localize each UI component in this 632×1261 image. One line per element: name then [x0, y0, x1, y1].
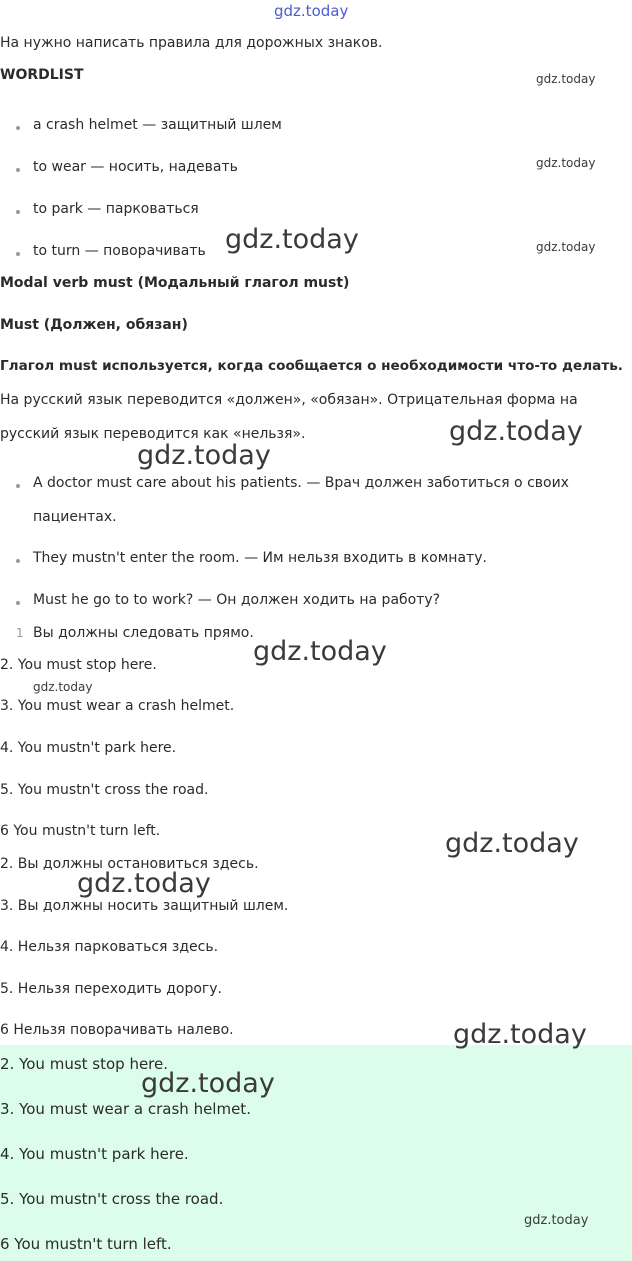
list-item: They mustn't enter the room. — Им нельзя входить в комнату. — [33, 550, 487, 566]
watermark: gdz.today — [445, 828, 579, 859]
bullet-icon — [16, 168, 20, 172]
bullet-icon — [16, 484, 20, 488]
answer-item: 3. You must wear a crash helmet. — [0, 1100, 251, 1118]
watermark: gdz.today — [33, 680, 93, 694]
list-item: to park — парковаться — [33, 201, 199, 217]
watermark: gdz.today — [141, 1068, 275, 1099]
answer-item: 2. You must stop here. — [0, 1055, 169, 1073]
bullet-icon — [16, 252, 20, 256]
watermark: gdz.today — [536, 156, 596, 170]
answer-item: 3. You must wear a crash helmet. — [0, 698, 235, 714]
answer-item: 6 You mustn't turn left. — [0, 823, 161, 839]
grammar-heading: Modal verb must (Модальный глагол must) — [0, 275, 350, 291]
grammar-rule: Глагол must используется, когда сообщается о необходимости что-то делать. — [0, 358, 623, 374]
list-item: to wear — носить, надевать — [33, 159, 238, 175]
grammar-rule-line: На русский язык переводится «должен», «обязан». Отрицательная форма на — [0, 392, 578, 408]
watermark: gdz.today — [524, 1213, 589, 1228]
watermark: gdz.today — [225, 224, 359, 255]
list-item: a crash helmet — защитный шлем — [33, 117, 282, 133]
bullet-icon — [16, 126, 20, 130]
bullet-icon — [16, 559, 20, 563]
watermark: gdz.today — [449, 416, 583, 447]
answer-item: 2. Вы должны остановиться здесь. — [0, 856, 259, 872]
answer-item: 5. Нельзя переходить дорогу. — [0, 981, 223, 997]
intro-text: На нужно написать правила для дорожных знаков. — [0, 35, 383, 51]
answer-item: 4. Нельзя парковаться здесь. — [0, 939, 219, 955]
answer-item: 6 You mustn't turn left. — [0, 1235, 172, 1253]
grammar-subheading: Must (Должен, обязан) — [0, 317, 188, 333]
watermark: gdz.today — [77, 868, 211, 899]
answer-item: 2. You must stop here. — [0, 657, 157, 673]
answer-item: 5. You mustn't cross the road. — [0, 1190, 224, 1208]
item-number: 1 — [16, 626, 24, 640]
answer-item: Вы должны следовать прямо. — [33, 625, 254, 641]
grammar-rule-line: русский язык переводится как «нельзя». — [0, 426, 306, 442]
answer-item: 3. Вы должны носить защитный шлем. — [0, 898, 289, 914]
bullet-icon — [16, 210, 20, 214]
bullet-icon — [16, 601, 20, 605]
watermark: gdz.today — [253, 636, 387, 667]
answer-item: 4. You mustn't park here. — [0, 1145, 189, 1163]
watermark: gdz.today — [453, 1019, 587, 1050]
watermark: gdz.today — [536, 72, 596, 86]
answer-item: 6 Нельзя поворачивать налево. — [0, 1022, 234, 1038]
wordlist-title: WORDLIST — [0, 67, 84, 83]
answer-item: 4. You mustn't park here. — [0, 740, 177, 756]
watermark-top: gdz.today — [274, 2, 349, 20]
watermark: gdz.today — [536, 240, 596, 254]
list-item: Must he go to to work? — Он должен ходить на работу? — [33, 592, 441, 608]
answer-item: 5. You mustn't cross the road. — [0, 782, 209, 798]
watermark: gdz.today — [137, 440, 271, 471]
list-item: A doctor must care about his patients. — Врач должен заботиться о своих — [33, 475, 569, 491]
list-item-continuation: пациентах. — [33, 509, 117, 525]
list-item: to turn — поворачивать — [33, 243, 206, 259]
